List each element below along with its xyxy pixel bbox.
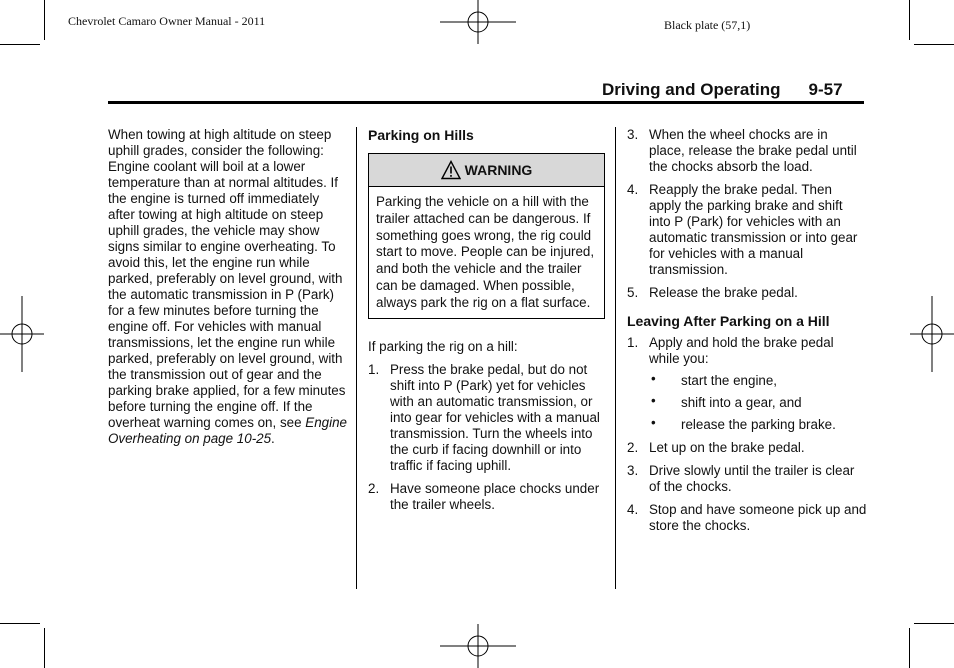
crop-mark (44, 0, 45, 40)
subsection-heading: Leaving After Parking on a Hill (627, 313, 830, 329)
warning-label: WARNING (464, 162, 533, 178)
cross-reference-link[interactable]: Engine Overheating on page 10-25 (108, 415, 347, 446)
list-item: 5. Release the brake pedal. (627, 285, 798, 300)
column-1 (108, 127, 348, 447)
column-2 (368, 127, 608, 520)
column-divider (356, 127, 357, 589)
section-header (602, 80, 843, 100)
crop-mark (914, 44, 954, 45)
bullet-icon: • (651, 393, 656, 408)
body-paragraph: When towing at high altitude on steep uphill grades, consider the following: Engine coolant will boil at a lower temperature than at normal altitudes. If the engine is turned off immediately after towing at high altitude on steep uphill grades, the vehicle may show signs similar to engine overheating. To avoid this, let the engine run while parked, preferably on level ground, with the automatic transmission in P (Park) for a few minutes before turning the engine off. For vehicles with manual transmissions, let the engine run while parked, preferably on level ground, with the transmission out of gear and the parking brake applied, for a few minutes before turning the engine off. If the overheat warning comes on, see Engine Overheating on page 10-25. (108, 127, 347, 446)
steps-list (368, 362, 608, 513)
list-item: 1. Apply and hold the brake pedal while you: • start the engine, • shift into a gear, and • release the parking brake. (627, 335, 867, 433)
crop-mark (909, 0, 910, 40)
registration-mark-bottom (440, 624, 516, 668)
column-3 (627, 127, 867, 541)
steps-list (627, 127, 867, 301)
section-title: Driving and Operating (602, 80, 781, 99)
bullet-item: • shift into a gear, and (651, 393, 802, 410)
bullet-icon: • (651, 415, 656, 430)
warning-text: Parking the vehicle on a hill with the trailer attached can be dangerous. If something goes wrong, the rig could start to move. People can be injured, and both the vehicle and the trailer can be damaged. When possible, always park the rig on a flat surface. (376, 194, 595, 310)
crop-mark (0, 44, 40, 45)
header-rule (108, 101, 864, 104)
bullet-item: • start the engine, (651, 371, 778, 388)
intro-text: If parking the rig on a hill: (368, 338, 518, 354)
crop-mark (909, 628, 910, 668)
list-item: 2. Have someone place chocks under the trailer wheels. (368, 480, 600, 512)
list-item: 1. Press the brake pedal, but do not shift into P (Park) yet for vehicles with an automatic transmission, or into gear for vehicles with a manual transmission. Turn the wheels into the curb if facing downhill or into traffic if facing uphill. (368, 361, 600, 473)
registration-mark-top (440, 0, 516, 44)
list-item: 3. When the wheel chocks are in place, release the brake pedal until the chocks absorb the load. (627, 127, 857, 174)
list-item: 4. Reapply the brake pedal. Then apply the parking brake and shift into P (Park) for vehicles with an automatic transmission or into gear for vehicles with a manual transmission. (627, 182, 858, 277)
registration-mark-right (910, 296, 954, 372)
warning-box (368, 153, 605, 319)
subsection-heading: Parking on Hills (368, 127, 474, 143)
bullet-icon: • (651, 371, 656, 386)
crop-mark (44, 628, 45, 668)
warning-header (369, 154, 604, 187)
warning-triangle-icon (441, 160, 461, 180)
steps-list (627, 335, 867, 534)
list-item: 3. Drive slowly until the trailer is clear of the chocks. (627, 463, 855, 494)
list-item: 4. Stop and have someone pick up and store the chocks. (627, 502, 867, 533)
crop-mark (914, 623, 954, 624)
crop-mark (0, 623, 40, 624)
list-item: 2. Let up on the brake pedal. (627, 440, 805, 455)
registration-mark-left (0, 296, 44, 372)
plate-label: Black plate (57,1) (664, 18, 751, 32)
bullet-list (649, 373, 867, 433)
bullet-item: • release the parking brake. (651, 415, 836, 432)
column-divider (615, 127, 616, 589)
manual-title: Chevrolet Camaro Owner Manual - 2011 (68, 14, 266, 28)
page-number: 9-57 (808, 80, 843, 99)
